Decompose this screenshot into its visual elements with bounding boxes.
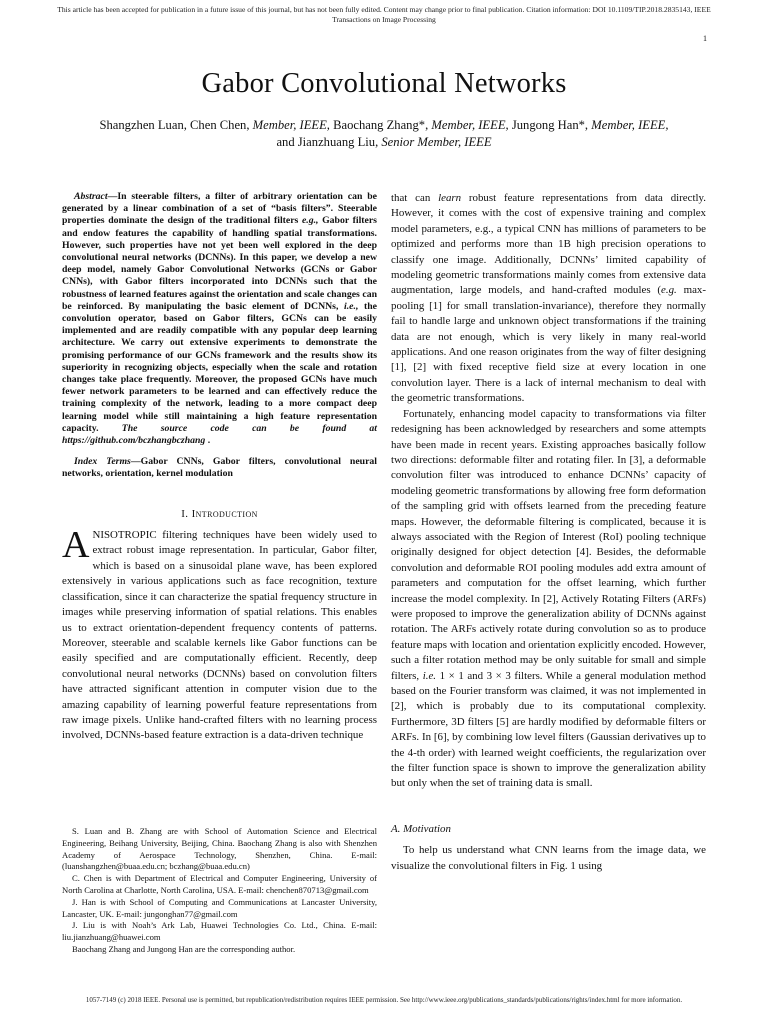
body-text: i.e.: [422, 669, 437, 682]
abstract-text: i.e.,: [344, 300, 359, 312]
body-paragraph: [391, 191, 706, 407]
abstract-text: e.g.,: [301, 215, 319, 227]
author-role: Member, IEEE,: [252, 118, 330, 132]
footnote: Baochang Zhang and Jungong Han are the corresponding author.: [72, 943, 296, 954]
abstract-text: Gabor filters and endow features the capability of handling spatial transformations. However, such properties have not yet been well explored in the deep convolutional neural networks (DCNNs). In this paper, we develop a new deep model, namely Gabor Convolutional Networks (GCNs or Gabor CNNs), with Gabor filters incorporated into DCNNs such that the robustness of learned features against the orientation and scale changes can be reinforced. By manipulating the basic element of DCNNs,: [62, 215, 377, 312]
index-terms: [62, 456, 377, 480]
author-list: [40, 117, 728, 151]
author-names: Shangzhen Luan, Chen Chen,: [99, 118, 253, 132]
body-text: max-pooling [1] for small translation-invariance), therefore they normally fail to handle large and unknown object transformations if the training data are not enough, which is very likely in many real-world applications. And one reason originates from the way of filter designing [1], [2] with fixed receptive field size at every location in one convolution layer. There is a lack of internal mechanism to deal with the geometric transformations.: [391, 284, 706, 405]
section-heading-introduction: [62, 507, 377, 522]
author-role: Member, IEEE,: [431, 118, 509, 132]
body-paragraph: [391, 407, 706, 792]
section-number: I.: [181, 507, 192, 520]
body-text: Fortunately, enhancing model capacity to transformations via filter redesigning has been acknowledged by researchers and some attempts have been made in recent years. Existing approaches basically follow two directions: deformable filter and rotating filer. In [3], a deformable convolution filter was introduced to enhance DCNNs’ capacity of modeling geometric transformations by allowing free form deformation of the sampling grid with offsets learned from the preceding feature maps. However, the deformable filtering is complicated, because it is always associated with the Region of Interest (RoI) pooling technique originally designed for object detection [4]. Besides, the deformable convolution and deformable ROI pooling modules add extra amount of parameters and computation for the offset learning, which further increase the model complexity. In [2], Actively Rotating Filters (ARFs) were proposed to improve the generalization ability of DCNNs against rotation. The ARFs actively rotate during convolution so as to produce feature maps with location and orientation explicitly encoded. However, such a filter rotation method may be only suitable for small and simple filters,: [391, 407, 706, 682]
footnote: C. Chen is with Department of Electrical and Computer Engineering, University of North Carolina at Charlotte, North Carolina, USA. E-mail: chenchen870713@gmail.com: [62, 873, 377, 895]
banner-line-2: Transactions on Image Processing: [332, 15, 436, 24]
abstract-text: .: [205, 435, 211, 447]
journal-banner: [20, 5, 748, 25]
index-terms-text: —Gabor CNNs, Gabor filters, convolutional neural networks, orientation, kernel modulation: [62, 456, 377, 480]
copyright-notice: 1057-7149 (c) 2018 IEEE. Personal use is permitted, but republication/redistribution requires IEEE permission. See http://www.ieee.org/publications_standards/publications/rights/index.html for more information.: [85, 996, 683, 1004]
body-text: learn: [438, 192, 462, 204]
abstract: [62, 191, 377, 447]
author-names: and Jianzhuang Liu,: [276, 135, 382, 149]
lead-word: NISOTROPIC: [92, 529, 157, 542]
paper-title: Gabor Convolutional Networks: [201, 68, 567, 99]
body-text: e.g.: [661, 284, 677, 297]
subsection-heading-motivation: A. Motivation: [391, 822, 451, 835]
author-names: Baochang Zhang*,: [329, 118, 432, 132]
intro-text: filtering techniques have been widely used to extract robust image representation. In particular, Gabor filter, which is based on a sinusoidal plane wave, has been explored extensively in various applications such as face recognition, texture classification, since it can characterize the spatial frequency structure in images while preserving information of spatial relations. This enables us to extract orientation-dependent frequency contents of patterns. Moreover, steerable and scalable kernels like Gabor functions can be easily specified and are computationally efficient. Recently, deep convolutional neural networks (DCNNs) based on convolution filters have attracted significant attention in computer vision due to the amazing capability of learning powerful feature representations from raw image pixels. Unlike hand-crafted filters with no learning process involved, DCNNs-based feature extraction is a data-driven technique: [62, 529, 377, 742]
source-code-link[interactable]: The source code can be found at https://github.com/bczhangbczhang: [62, 422, 377, 447]
banner-line-1: This article has been accepted for publication in a future issue of this journal, but has not been fully edited. Content may change prior to final publication. Citation information: DOI 10.1109/TIP.2018.2835143, IEEE: [57, 5, 711, 14]
author-role: Senior Member, IEEE: [381, 135, 492, 149]
section-title: Introduction: [191, 507, 258, 520]
drop-cap: A: [62, 524, 90, 567]
abstract-text: —In steerable filters, a filter of arbitrary orientation can be generated by a linear combination of a set of “basis filters”. Steerable properties dominate the design of the traditional filters: [62, 191, 377, 227]
author-footnotes: [62, 826, 377, 956]
body-text: 1 × 1 and 3 × 3 filters. While a general modulation method based on the Fourier transform was claimed, it was not implemented in [2], which is probably due to its computational complexity. Furthermore, 3D filters [5] are hardly modified by deformable filters or ARFs. In [6], by combining low level filters (Gaussian derivatives up to the 4-th order) with learned weight coefficients, the regularization over the filter function space is shown to improve the generalization ability but only when the set of training data is small.: [391, 669, 706, 790]
page-number: 1: [703, 34, 707, 43]
footnote: S. Luan and B. Zhang are with School of Automation Science and Electrical Engineering, Beihang University, Beijing, China. Baochang Zhang is also with Shenzhen Academy of Aerospace Technology, Shenzhen, China. E-mail: (luanshangzhen@buaa.edu.cn; bczhang@buaa.edu.cn): [62, 826, 377, 872]
right-column: [391, 191, 706, 874]
footnote: J. Han is with School of Computing and Communications at Lancaster University, Lancaster, UK. E-mail: jungonghan77@gmail.com: [62, 896, 377, 919]
footnote: J. Liu is with Noah’s Ark Lab, Huawei Technologies Co. Ltd., China. E-mail: liu.jianzhuang@huawei.com: [62, 920, 377, 943]
left-column: [62, 191, 377, 744]
index-terms-label: Index Terms: [74, 456, 131, 468]
body-text: that can: [391, 192, 439, 204]
intro-paragraph: [62, 524, 377, 744]
abstract-text: the convolution operator, based on Gabor filters, GCNs can be easily implemented and are readily compatible with any popular deep learning architecture. We carry out extensive experiments to demonstrate the promising performance of our GCNs framework and the results show its superiority in recognizing objects, especially when the scale and rotation changes take place frequently. Moreover, the proposed GCNs have much fewer network parameters to be learned and can effectively reduce the training complexity of the network, leading to a more compact deep learning model while still maintaining a high feature representation capacity.: [62, 300, 378, 434]
author-role: Member, IEEE,: [591, 118, 669, 132]
author-names: Jungong Han*,: [508, 118, 592, 132]
body-paragraph: To help us understand what CNN learns from the image data, we visualize the convolutional filters in Fig. 1 using: [391, 844, 706, 872]
abstract-label: Abstract: [74, 191, 108, 202]
body-text: robust feature representations from data directly. However, it comes with the cost of expensive training and complex model parameters, e.g., a typical CNN has millions of parameters to be optimized and performs more than 1B high precision operations to classify one image. Additionally, DCNNs’ limited capability of modeling geometric transformations mainly comes from extensive data augmentation, large models, and hand-crafted modules (: [391, 192, 706, 297]
